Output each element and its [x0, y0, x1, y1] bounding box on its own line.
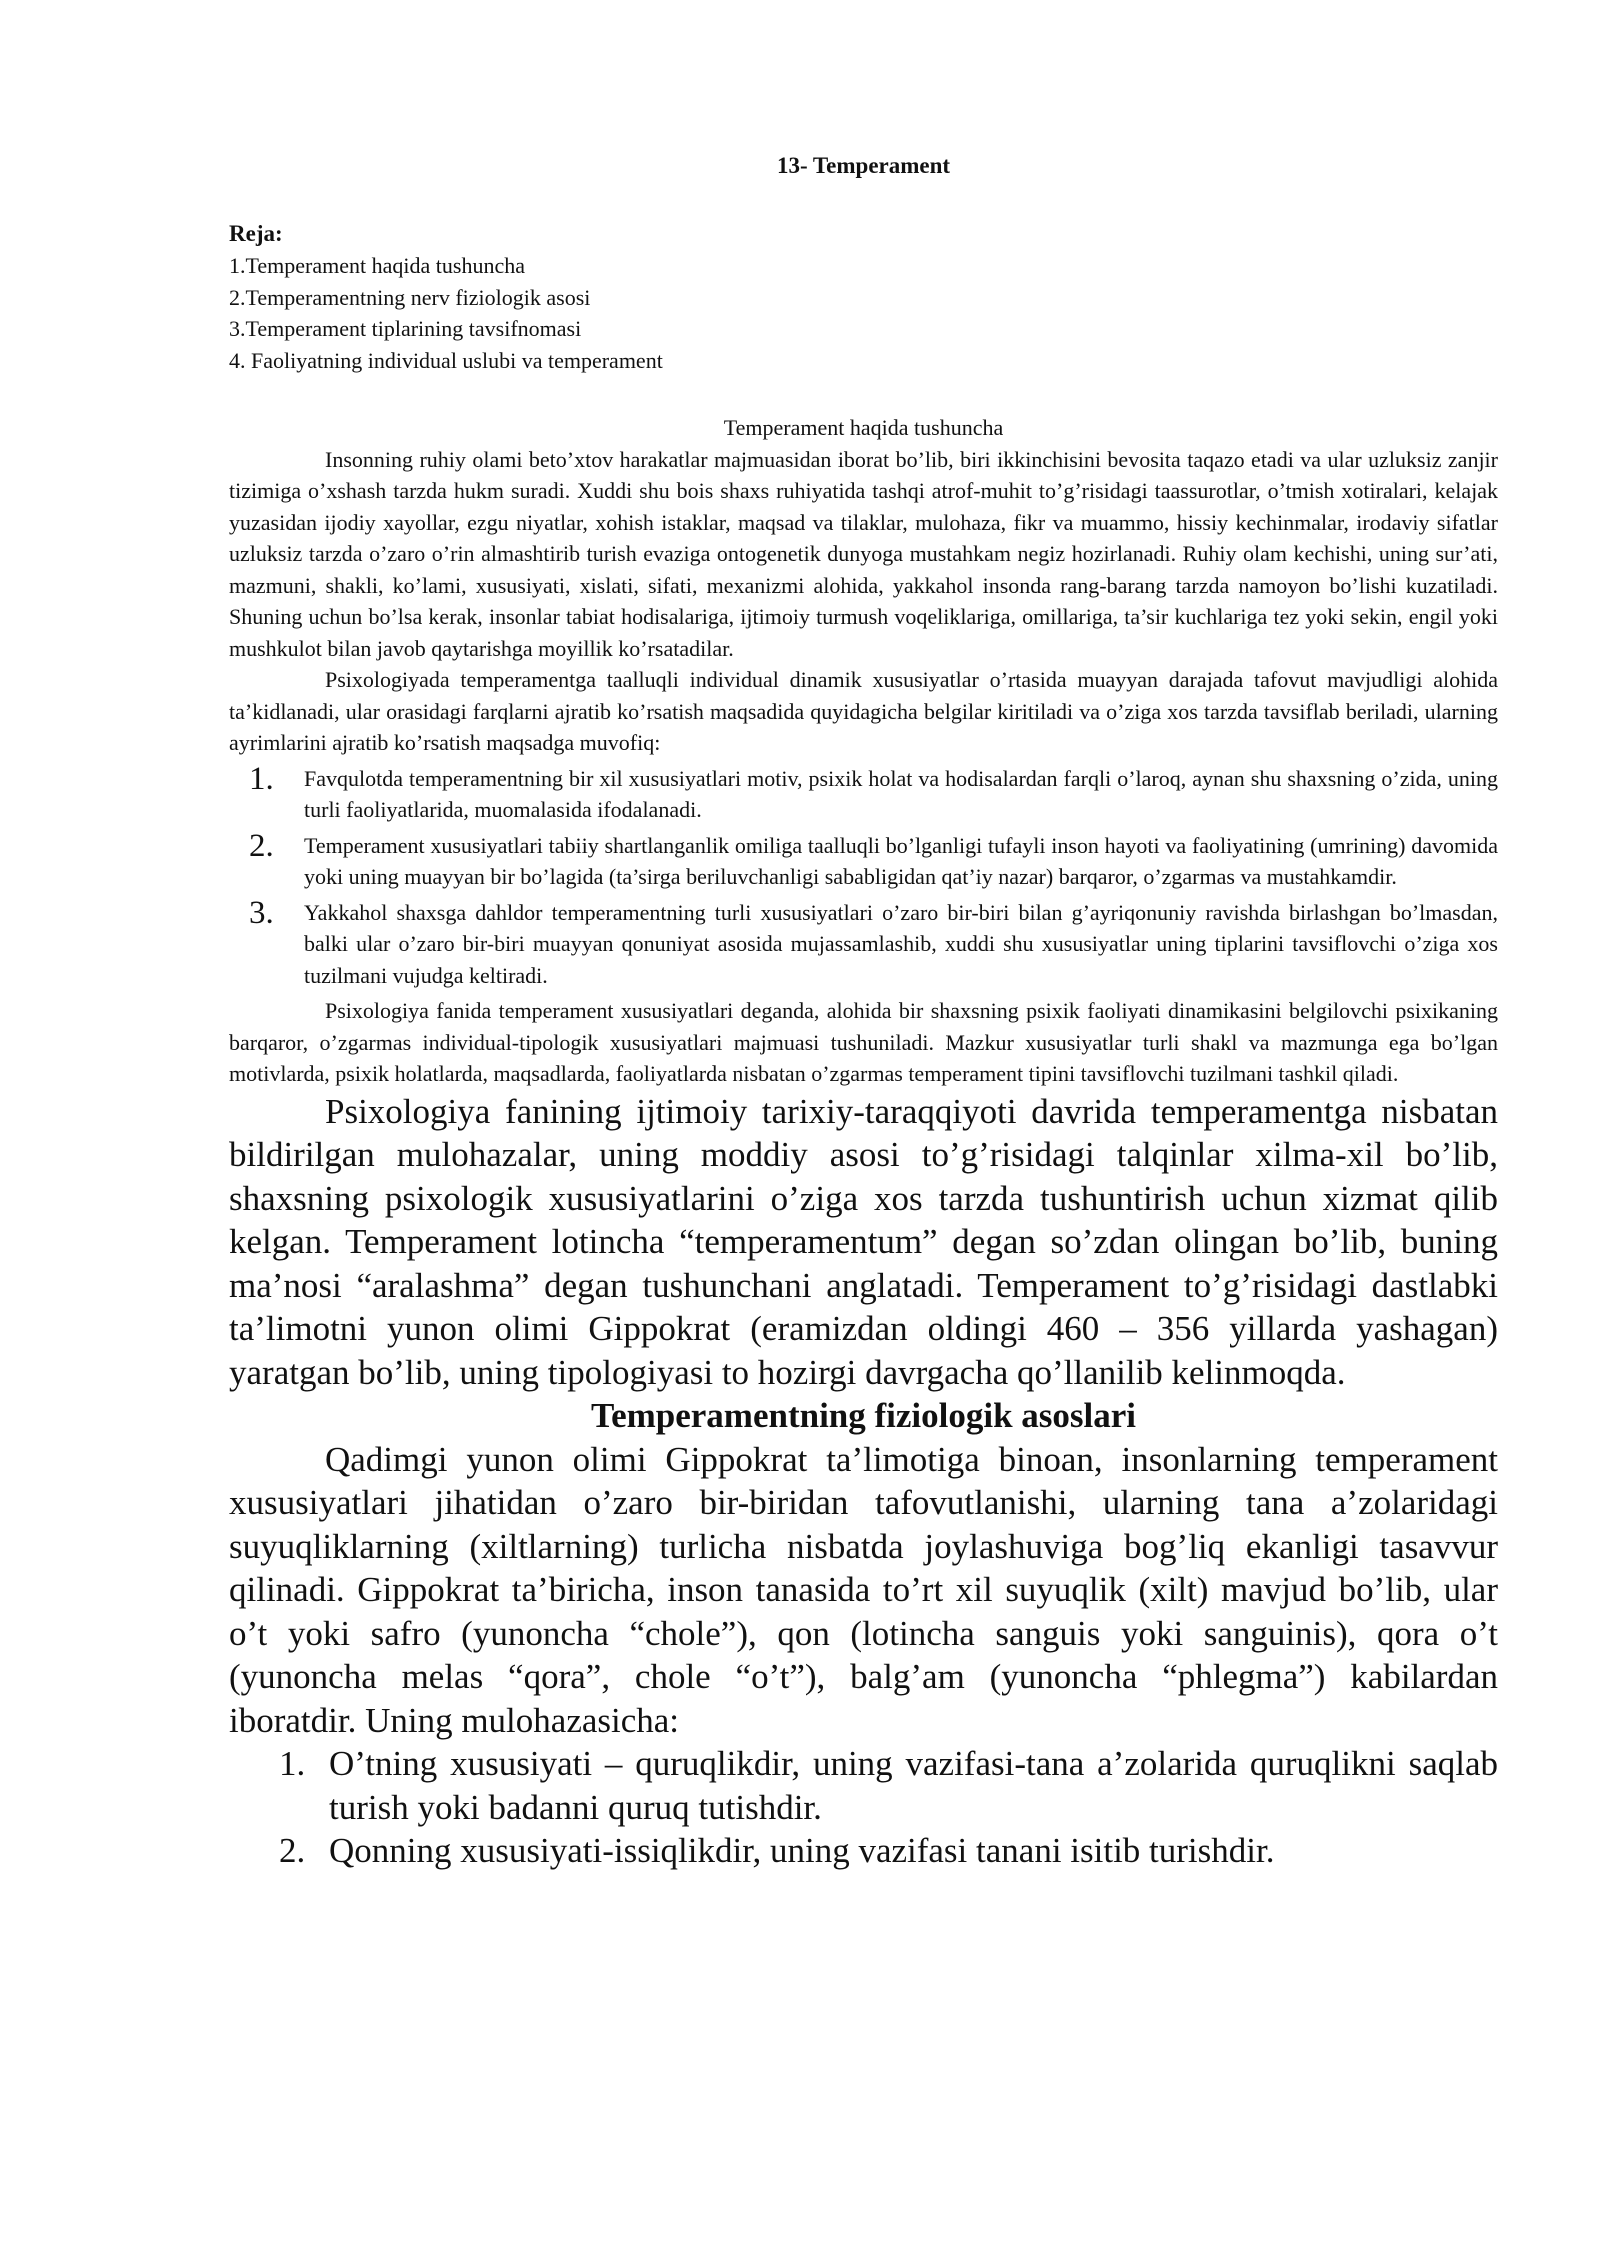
list-item [229, 1742, 1498, 1829]
list-number: 3. [249, 894, 274, 931]
list-item [229, 1829, 1498, 1873]
document-title: 13- Temperament [776, 153, 951, 178]
page-content [229, 150, 1498, 1873]
plan-heading: Reja: [229, 221, 283, 246]
list-item-text: Yakkahol shaxsga dahldor temperamentning turli xususiyatlari o’zaro bir-biri bilan g’ayriqonuniy ravishda birlashgan bo’lmasdan, balki ular o’zaro bir-biri muayyan qonuniyat asosida mujassamlashib, xuddi shu xususiyatlar uning tiplarini tavsiflovchi o’ziga xos tuzilmani vujudga keltiradi. [304, 899, 1498, 988]
list-item-text: Favqulotda temperamentning bir xil xususiyatlari motiv, psixik holat va hodisalardan farqli o’laroq, aynan shu shaxsning o’zida, uning turli faoliyatlarida, muomalasida ifodalanadi. [304, 765, 1498, 822]
plan-item: 2.Temperamentning nerv fiziologik asosi [229, 284, 591, 310]
section-title: Temperamentning fiziologik asoslari [590, 1396, 1137, 1435]
paragraph: Psixologiya fanida temperament xususiyatlari deganda, alohida bir shaxsning psixik faoliyati dinamikasini belgilovchi psixikaning barqaror, o’zgarmas individual-tipologik xususiyatlari majmuasi tushuniladi. Mazkur xususiyatlar turli shakl va mazmunga ega bo’lgan motivlarda, psixik holatlarda, maqsadlarda, faoliyatlarda nisbatan o’zgarmas temperament tipini tavsiflovchi tuzilmani tashkil qiladi. [229, 998, 1498, 1086]
numbered-list [229, 760, 1498, 992]
paragraph: Insonning ruhiy olami beto’xtov harakatlar majmuasidan iborat bo’lib, biri ikkinchisini bevosita taqazo etadi va ular uzluksiz zanjir tizimiga o’xshash tarzda hukm suradi. Xuddi shu bois shaxs ruhiyatida tashqi atrof-muhit to’g’risidagi taassurotlar, o’tmish xotiralari, kelajak yuzasidan ijodiy xayollar, ezgu niyatlar, xohish istaklar, maqsad va tilaklar, mulohaza, fikr va muammo, hissiy kechinmalar, irodaviy sifatlar uzluksiz tarzda o’zaro o’rin almashtirib turish evaziga ontogenetik dunyoga mustahkam negiz hozirlanadi. Ruhiy olam kechishi, uning sur’ati, mazmuni, shakli, ko’lami, xususiyati, xislati, sifati, mexanizmi alohida, yakkahol insonda rang-barang tarzda namoyon bo’lishi kuzatiladi. Shuning uchun bo’lsa kerak, insonlar tabiat hodisalariga, ijtimoiy turmush voqeliklariga, omillariga, ta’sir kuchlariga tez yoki sekin, engil yoki mushkulot bilan javob qaytarishga moyillik ko’rsatadilar. [229, 446, 1498, 661]
list-number: 1. [279, 1744, 306, 1783]
list-item-text: Temperament xususiyatlari tabiiy shartlanganlik omiliga taalluqli bo’lganligi tufayli inson hayoti va faoliyatining (umrining) davomida yoki uning muayyan bir bo’lagida (ta’sirga beriluvchanligi sababligidan qat’iy nazar) barqaror, o’zgarmas va mustahkamdir. [304, 832, 1498, 889]
plan-block [229, 218, 1498, 376]
list-item [229, 760, 1498, 826]
list-item [229, 827, 1498, 893]
section-title: Temperament haqida tushuncha [723, 415, 1004, 440]
paragraph: Qadimgi yunon olimi Gippokrat ta’limotiga binoan, insonlarning temperament xususiyatlari jihatidan o’zaro bir-biridan tafovutlanishi, ularning tana a’zolaridagi suyuqliklarning (xiltlarning) turlicha nisbatda joylashuviga bog’liq ekanligi tasavvur qilinadi. Gippokrat ta’biricha, inson tanasida to’rt xil suyuqlik (xilt) mavjud bo’lib, ular o’t yoki safro (yunoncha “chole”), qon (lotincha sanguis yoki sanguinis), qora o’t (yunoncha melas “qora”, chole “o’t”), balg’am (yunoncha “phlegma”) kabilardan iboratdir. Uning mulohazasicha: [229, 1439, 1498, 1740]
list-item [229, 894, 1498, 992]
plan-item: 4. Faoliyatning individual uslubi va temperament [229, 347, 663, 373]
list-number: 2. [249, 827, 274, 864]
plan-item: 3.Temperament tiplarining tavsifnomasi [229, 316, 582, 341]
plan-item: 1.Temperament haqida tushuncha [229, 253, 525, 278]
list-number: 1. [249, 760, 274, 797]
paragraph: Psixologiya fanining ijtimoiy tarixiy-taraqqiyoti davrida temperamentga nisbatan bildirilgan mulohazalar, uning moddiy asosi to’g’risidagi talqinlar xilma-xil bo’lib, shaxsning psixologik xususiyatlarini o’ziga xos tarzda tushuntirish uchun xizmat qilib kelgan. Temperament lotincha “temperamentum” degan so’zdan olingan bo’lib, buning ma’nosi “aralashma” degan tushunchani anglatadi. Temperament to’g’risidagi dastlabki ta’limotni yunon olimi Gippokrat (eramizdan oldingi 460 – 356 yillarda yashagan) yaratgan bo’lib, uning tipologiyasi to hozirgi davrgacha qo’llanilib kelinmoqda. [229, 1091, 1498, 1392]
list-item-text: Qonning xususiyati-issiqlikdir, uning vazifasi tanani isitib turishdir. [329, 1831, 1275, 1870]
paragraph: Psixologiyada temperamentga taalluqli individual dinamik xususiyatlar o’rtasida muayyan darajada tafovut mavjudligi alohida ta’kidlanadi, ular orasidagi farqlarni ajratib ko’rsatish maqsadida quyidagicha belgilar kiritiladi va o’ziga xos tarzda tavsiflab beriladi, ularning ayrimlarini ajratib ko’rsatish maqsadga muvofiq: [229, 667, 1498, 755]
numbered-list [229, 1742, 1498, 1873]
list-item-text: O’tning xususiyati – quruqlikdir, uning vazifasi-tana a’zolarida quruqlikni saqlab turish yoki badanni quruq tutishdir. [329, 1744, 1498, 1827]
list-number: 2. [279, 1831, 306, 1870]
